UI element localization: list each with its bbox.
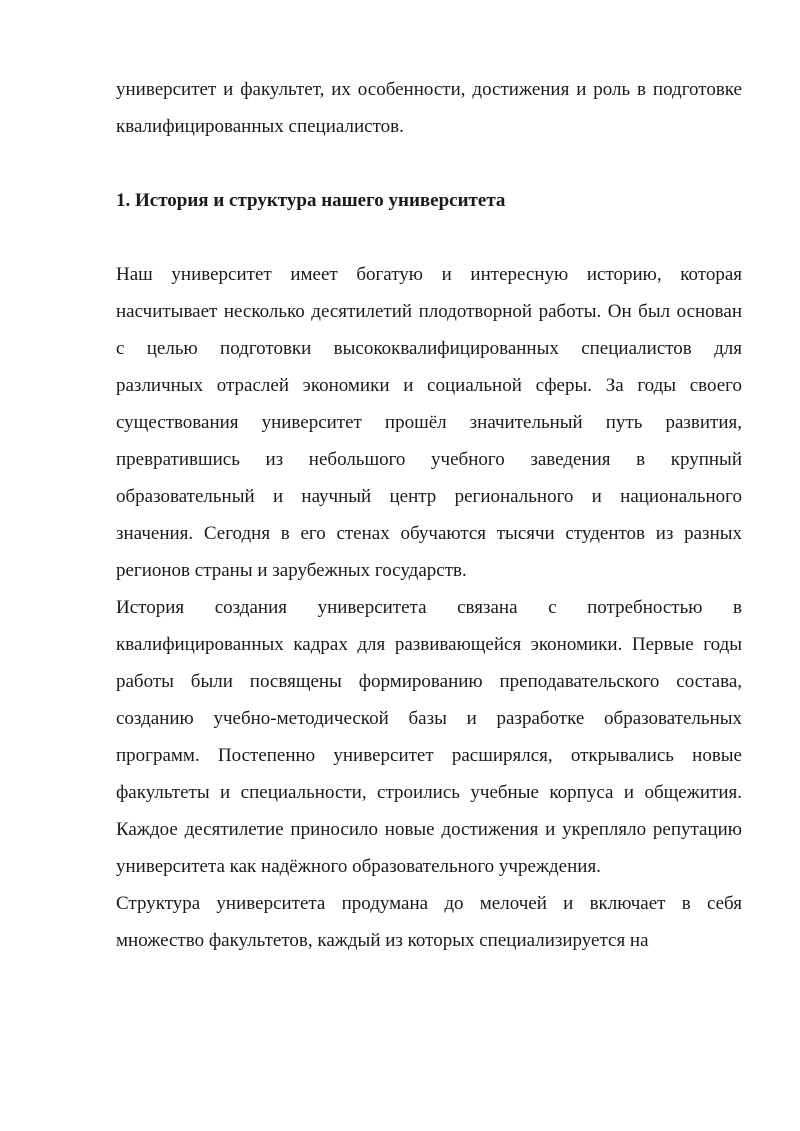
body-paragraph-structure: Структура университета продумана до мелочей и включает в себя множество факультетов, каждый из которых специализируется на <box>116 893 742 951</box>
body-paragraph-founding: История создания университета связана с потребностью в квалифицированных кадрах для развивающейся экономики. Первые годы работы были посвящены формированию преподавательского состава, созданию учебно-методической базы и разработке образовательных программ. Постепенно университет расширялся, открывались новые факультеты и специальности, строились учебные корпуса и общежития. Каждое десятилетие приносило новые достижения и укрепляло репутацию университета как надёжного образовательного учреждения. <box>116 597 742 877</box>
section-heading: 1. История и структура нашего университета <box>116 190 506 211</box>
intro-paragraph: университет и факультет, их особенности, достижения и роль в подготовке квалифицированных специалистов. <box>116 79 742 137</box>
page-content <box>116 71 742 959</box>
body-paragraph-history: Наш университет имеет богатую и интересную историю, которая насчитывает несколько десятилетий плодотворной работы. Он был основан с целью подготовки высококвалифицированных специалистов для различных отраслей экономики и социальной сферы. За годы своего существования университет прошёл значительный путь развития, превратившись из небольшого учебного заведения в крупный образовательный и научный центр регионального и национального значения. Сегодня в его стенах обучаются тысячи студентов из разных регионов страны и зарубежных государств. <box>116 264 742 581</box>
